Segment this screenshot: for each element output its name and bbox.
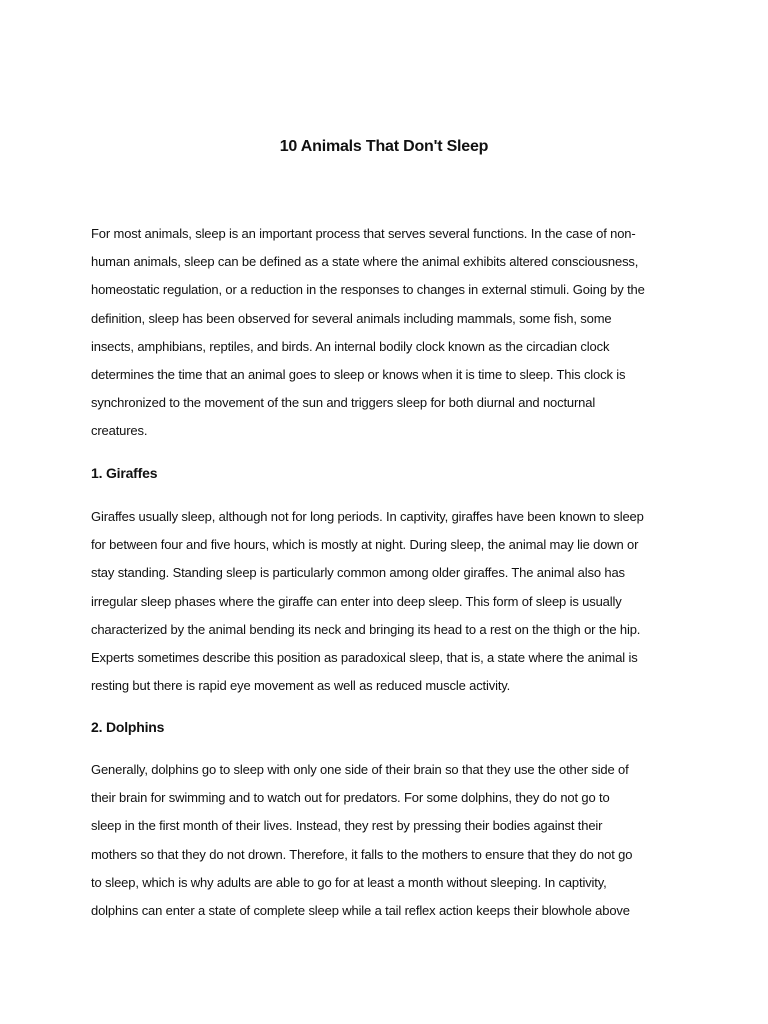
intro-line: determines the time that an animal goes to sleep or knows when it is time to sleep. This clock is xyxy=(91,367,626,383)
section-heading-dolphins: 2. Dolphins xyxy=(91,719,165,735)
giraffes-line: stay standing. Standing sleep is particularly common among older giraffes. The animal also has xyxy=(91,565,625,581)
dolphins-paragraph xyxy=(91,756,681,925)
intro-line: human animals, sleep can be defined as a state where the animal exhibits altered consciousness, xyxy=(91,254,639,270)
document-title: 10 Animals That Don't Sleep xyxy=(279,138,489,155)
dolphins-line: their brain for swimming and to watch out for predators. For some dolphins, they do not go to xyxy=(91,790,610,806)
intro-line: homeostatic regulation, or a reduction in the responses to changes in external stimuli. Going by the xyxy=(91,282,645,298)
giraffes-line: irregular sleep phases where the giraffe can enter into deep sleep. This form of sleep is usually xyxy=(91,593,622,609)
intro-line: insects, amphibians, reptiles, and birds. An internal bodily clock known as the circadian clock xyxy=(91,338,610,354)
dolphins-line: Generally, dolphins go to sleep with only one side of their brain so that they use the other side of xyxy=(91,762,629,777)
giraffes-line: characterized by the animal bending its neck and bringing its head to a rest on the thigh or the hip. xyxy=(91,621,641,637)
dolphins-line: dolphins can enter a state of complete sleep while a tail reflex action keeps their blowhole above xyxy=(91,903,630,919)
dolphins-line: mothers so that they do not drown. Therefore, it falls to the mothers to ensure that they do not go xyxy=(91,846,633,862)
intro-line: synchronized to the movement of the sun and triggers sleep for both diurnal and nocturnal xyxy=(91,395,596,411)
intro-paragraph xyxy=(91,220,681,446)
intro-line: For most animals, sleep is an important process that serves several functions. In the case of non- xyxy=(91,226,636,241)
intro-line: creatures. xyxy=(91,423,148,439)
dolphins-line: to sleep, which is why adults are able to go for at least a month without sleeping. In captivity, xyxy=(91,874,607,890)
giraffes-line: Experts sometimes describe this position as paradoxical sleep, that is, a state where the animal is xyxy=(91,650,638,666)
giraffes-line: for between four and five hours, which is mostly at night. During sleep, the animal may lie down or xyxy=(91,537,639,553)
giraffes-paragraph xyxy=(91,503,681,700)
dolphins-line: sleep in the first month of their lives. Instead, they rest by pressing their bodies against their xyxy=(91,818,603,834)
giraffes-line: resting but there is rapid eye movement as well as reduced muscle activity. xyxy=(91,678,511,694)
giraffes-line: Giraffes usually sleep, although not for long periods. In captivity, giraffes have been known to sleep xyxy=(91,509,644,524)
section-heading-giraffes: 1. Giraffes xyxy=(91,465,158,481)
intro-line: definition, sleep has been observed for several animals including mammals, some fish, some xyxy=(91,310,612,326)
